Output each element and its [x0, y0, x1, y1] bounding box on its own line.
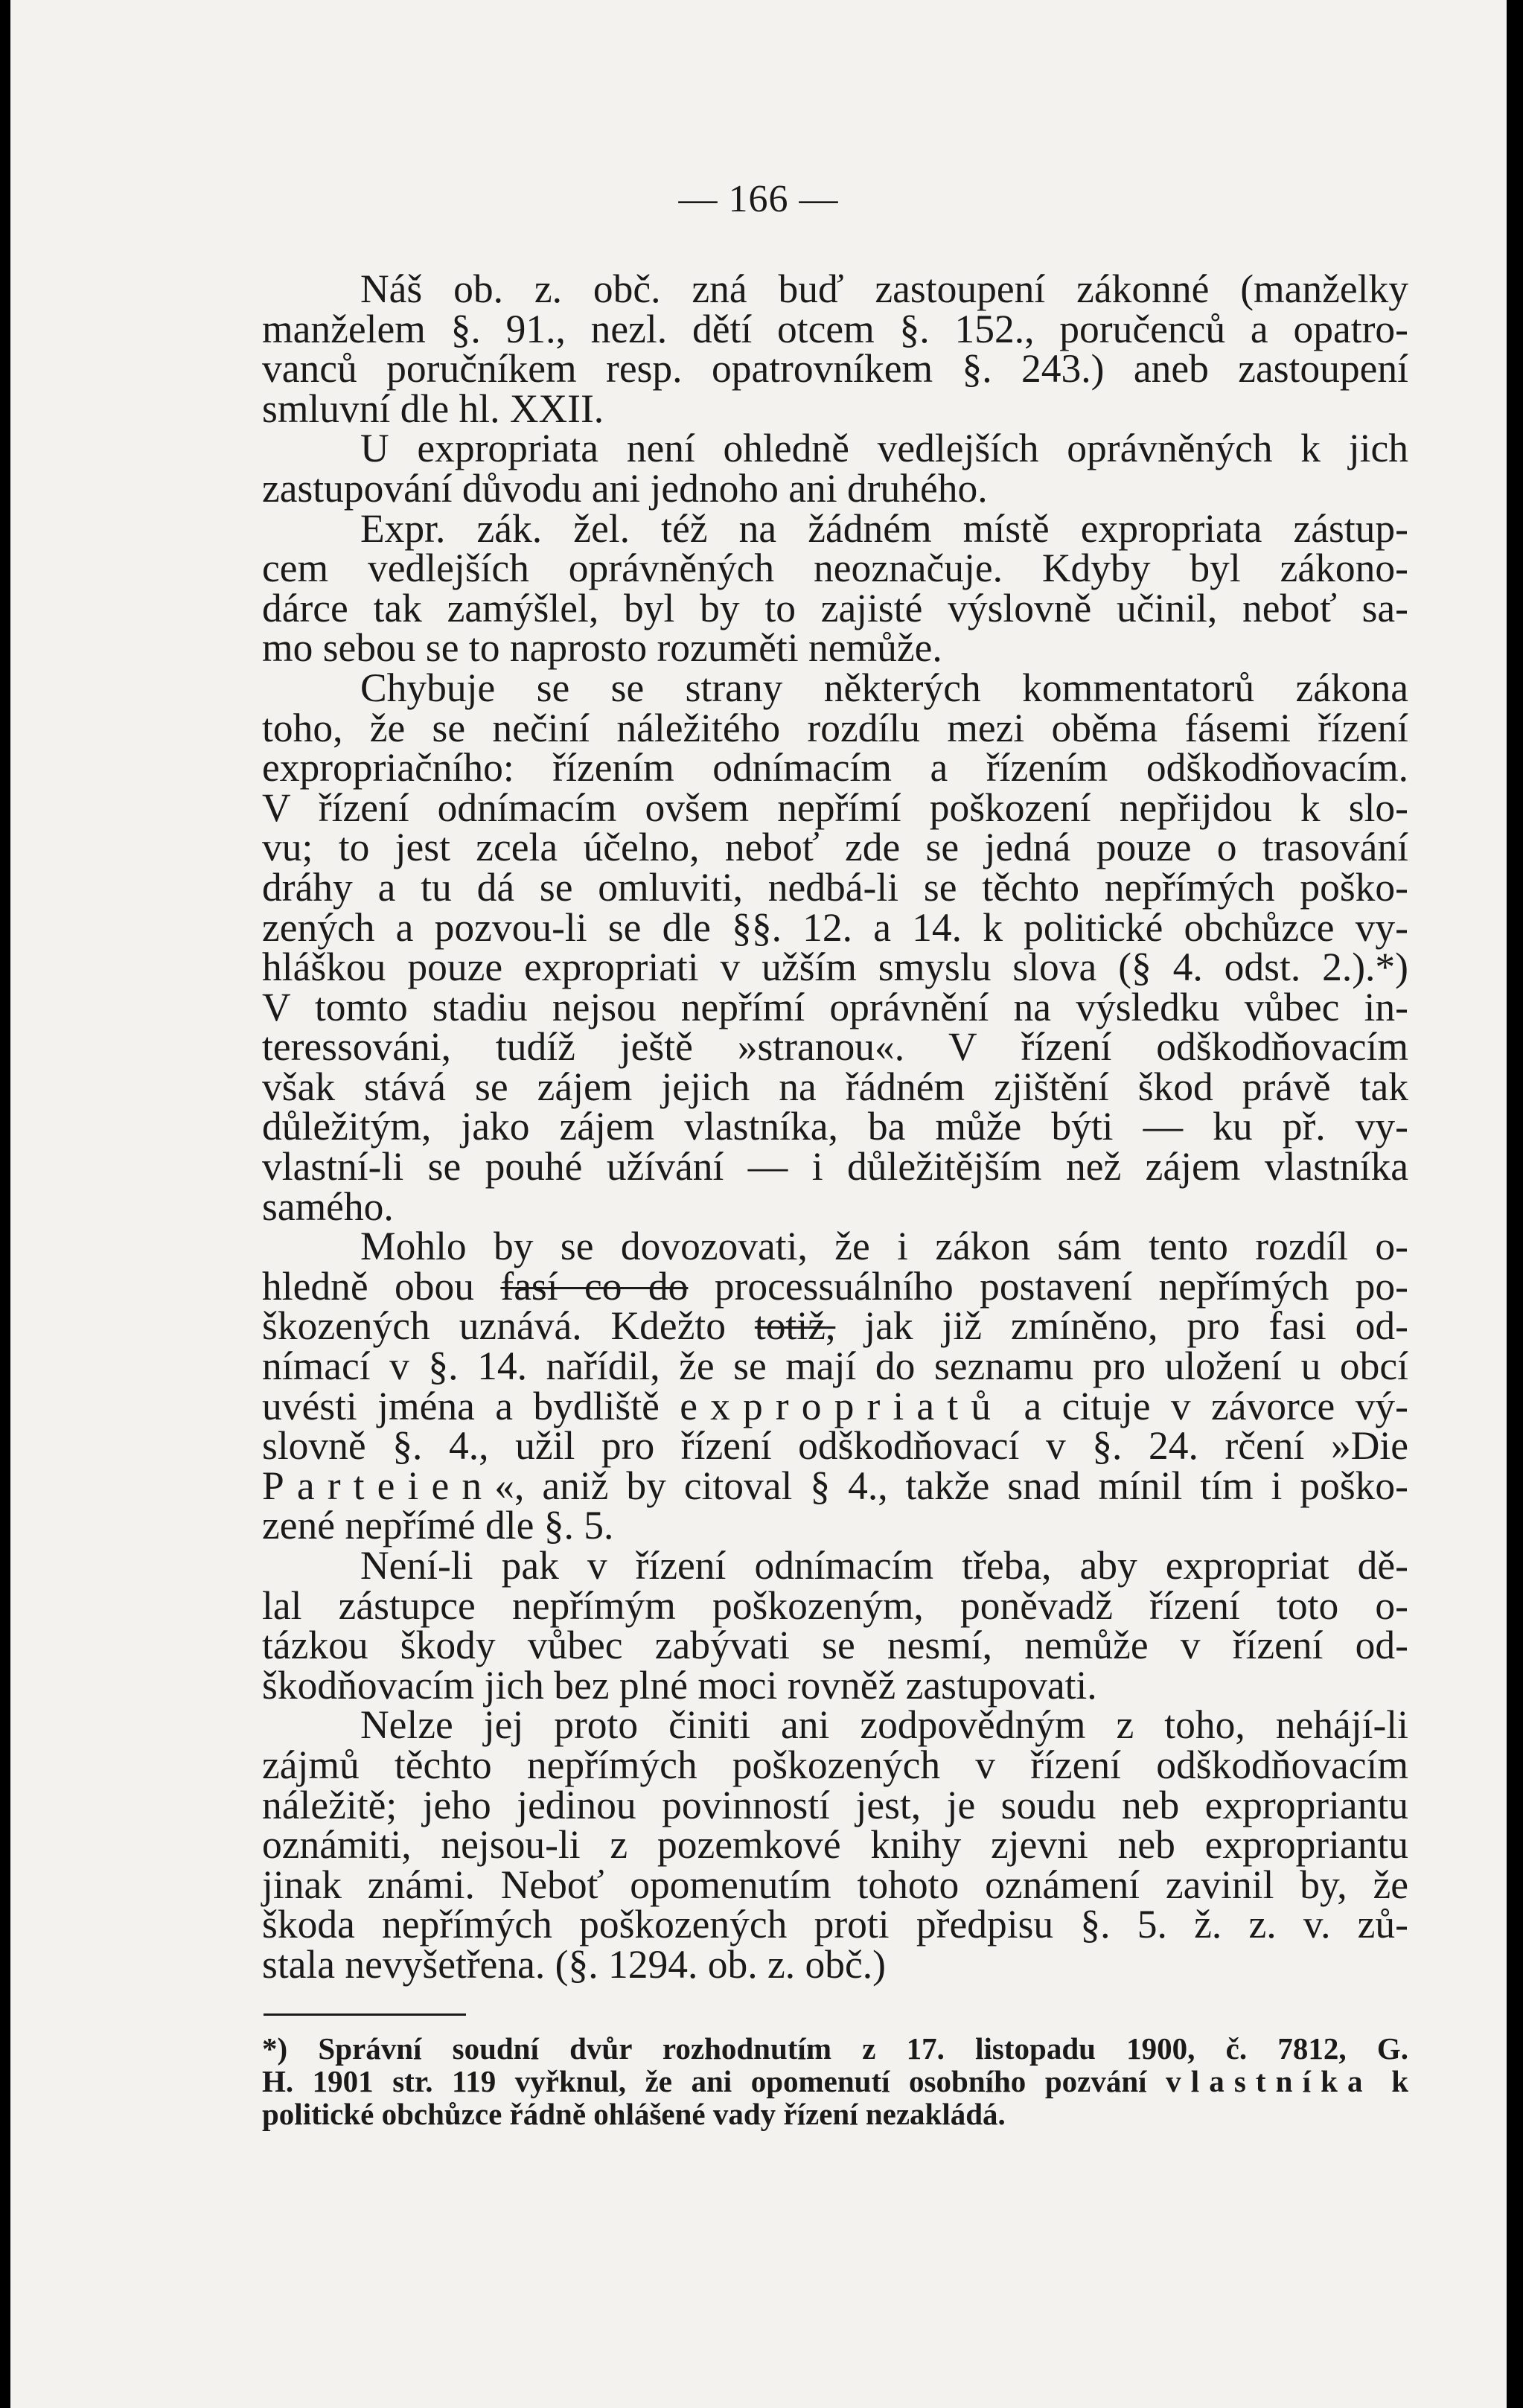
body-line: mo sebou se to naprosto rozuměti nemůže.	[262, 625, 942, 671]
text-fragment: uvésti jména a bydliště	[262, 1383, 680, 1428]
body-line: vanců poručníkem resp. opatrovníkem §. 243.) aneb zastoupení	[262, 346, 1408, 392]
text-fragment: nímací v §. 14. nařídil, že se mají do seznamu pro uložení u obcí	[262, 1344, 1408, 1389]
body-line: vlastní-li se pouhé užívání — i důležitějším než zájem vlastníka	[262, 1144, 1408, 1189]
body-line: lal zástupce nepřímým poškozeným, poněvadž řízení toto o-	[262, 1583, 1408, 1628]
body-line: smluvní dle hl. XXII.	[262, 386, 604, 431]
body-line: zených a pozvou-li se dle §§. 12. a 14. k politické obchůzce vy-	[262, 904, 1408, 950]
body-line	[262, 1423, 1408, 1469]
document-page	[10, 0, 1507, 2408]
body-line: cem vedlejších oprávněných neoznačuje. Kdyby byl zákono-	[262, 546, 1408, 591]
text-fragment: H. 1901 str. 119 vyřknul, že ani opomenutí osobního pozvání	[262, 2064, 1166, 2098]
body-line: toho, že se nečiní náležitého rozdílu mezi oběma fásemi řízení	[262, 705, 1408, 750]
struck-text: fasí co do	[500, 1263, 689, 1309]
body-text	[262, 266, 1408, 1987]
body-line: důležitým, jako zájem vlastníka, ba může býti — ku př. vy-	[262, 1104, 1408, 1149]
body-line: dárce tak zamýšlel, byl by to zajisté výslovně učinil, neboť sa-	[262, 585, 1408, 630]
body-line: vu; to jest zcela účelno, neboť zde se jedná pouze o trasování	[262, 825, 1408, 870]
footnote	[262, 2032, 1408, 2130]
body-line: zastupování důvodu ani jednoho ani druhého.	[262, 465, 988, 511]
body-line: Chybuje se se strany některých kommentatorů zákona	[360, 665, 1408, 710]
footnote-divider	[264, 2013, 466, 2016]
body-line: V řízení odnímacím ovšem nepřímí poškození nepřijdou k slo-	[262, 785, 1408, 830]
spaced-text: Parteien	[262, 1463, 495, 1508]
body-line: Náš ob. z. obč. zná buď zastoupení zákonné (manželky	[360, 266, 1408, 311]
body-line	[262, 1263, 1408, 1309]
body-line: škodňovacím jich bez plné moci rovněž zastupovati.	[262, 1662, 1097, 1708]
body-line: náležitě; jeho jedinou povinností jest, je soudu neb expropriantu	[262, 1782, 1408, 1827]
body-line: V tomto stadiu nejsou nepřímí oprávnění na výsledku vůbec in-	[262, 984, 1408, 1029]
body-line: dráhy a tu dá se omluviti, nedbá-li se těchto nepřímých poško-	[262, 864, 1408, 910]
text-fragment: a cituje v závorce vý-	[1003, 1383, 1408, 1428]
body-paragraphs	[262, 266, 1408, 1229]
footnote-line	[262, 2032, 1408, 2065]
body-line: zájmů těchto nepřímých poškozených v řízení odškodňovacím	[262, 1742, 1408, 1787]
text-fragment: politické obchůzce řádně ohlášené vady řízení nezakládá.	[262, 2097, 1006, 2131]
text-fragment: k	[1372, 2064, 1408, 2098]
body-line: expropriačního: řízením odnímacím a řízením odškodňovacím.	[262, 745, 1408, 791]
body-line: však stává se zájem jejich na řádném zjištění škod právě tak	[262, 1064, 1408, 1109]
body-line: Nelze jej proto činiti ani zodpovědným z toho, nehájí-li	[360, 1702, 1408, 1748]
body-line: oznámiti, nejsou-li z pozemkové knihy zjevni neb expropriantu	[262, 1822, 1408, 1868]
footnote-line	[262, 2065, 1408, 2098]
body-line: manželem §. 91., nezl. dětí otcem §. 152., poručenců a opatro-	[262, 306, 1408, 351]
body-line: Není-li pak v řízení odnímacím třeba, aby expropriat dě-	[360, 1543, 1408, 1588]
body-line: U expropriata není ohledně vedlejších oprávněných k jich	[360, 426, 1408, 471]
text-fragment: Mohlo by se dovozovati, že i zákon sám tento rozdíl o-	[360, 1224, 1408, 1269]
body-line: tázkou škody vůbec zabývati se nesmí, nemůže v řízení od-	[262, 1623, 1408, 1668]
body-paragraphs-tail	[262, 1543, 1408, 1987]
text-fragment: slovně §. 4., užil pro řízení odškodňovací v §. 24. rčení »Die	[262, 1423, 1408, 1469]
spaced-text: expropriatů	[680, 1383, 1004, 1428]
page-number: — 166 —	[678, 178, 839, 220]
text-fragment: «, aniž by citoval § 4., takže snad mínil tím i poško-	[494, 1463, 1408, 1508]
body-line	[262, 1224, 1408, 1269]
text-fragment: *) Správní soudní dvůr rozhodnutím z 17. listopadu 1900, č. 7812, G.	[262, 2031, 1408, 2066]
text-fragment: zené nepřímé dle §. 5.	[262, 1503, 614, 1548]
body-line: hláškou pouze expropriati v užším smyslu slova (§ 4. odst. 2.).*)	[262, 945, 1408, 990]
body-line	[262, 1463, 1408, 1508]
body-line: škoda nepřímých poškozených proti předpisu §. 5. ž. z. v. zů-	[262, 1902, 1408, 1947]
text-fragment: škozených uznává. Kdežto	[262, 1303, 755, 1349]
text-fragment: hledně obou	[262, 1263, 501, 1309]
body-line: samého.	[262, 1184, 394, 1229]
struck-text: totiž,	[754, 1303, 836, 1349]
text-fragment: jak již zmíněno, pro fasi od-	[835, 1303, 1408, 1349]
body-line	[262, 1303, 1408, 1349]
footnote-line	[262, 2098, 1408, 2130]
body-line: stala nevyšetřena. (§. 1294. ob. z. obč.)	[262, 1941, 886, 1987]
body-line	[262, 1383, 1408, 1428]
text-fragment: processuálního postavení nepřímých po-	[688, 1263, 1408, 1309]
body-line	[262, 1344, 1408, 1389]
body-line: jinak známi. Neboť opomenutím tohoto oznámení zavinil by, že	[262, 1862, 1408, 1907]
spaced-text: vlastníka	[1166, 2064, 1373, 2098]
body-line: Expr. zák. žel. též na žádném místě expropriata zástup-	[360, 505, 1408, 551]
body-line: teressováni, tudíž ještě »stranou«. V řízení odškodňovacím	[262, 1024, 1408, 1070]
body-line	[262, 1503, 1408, 1548]
